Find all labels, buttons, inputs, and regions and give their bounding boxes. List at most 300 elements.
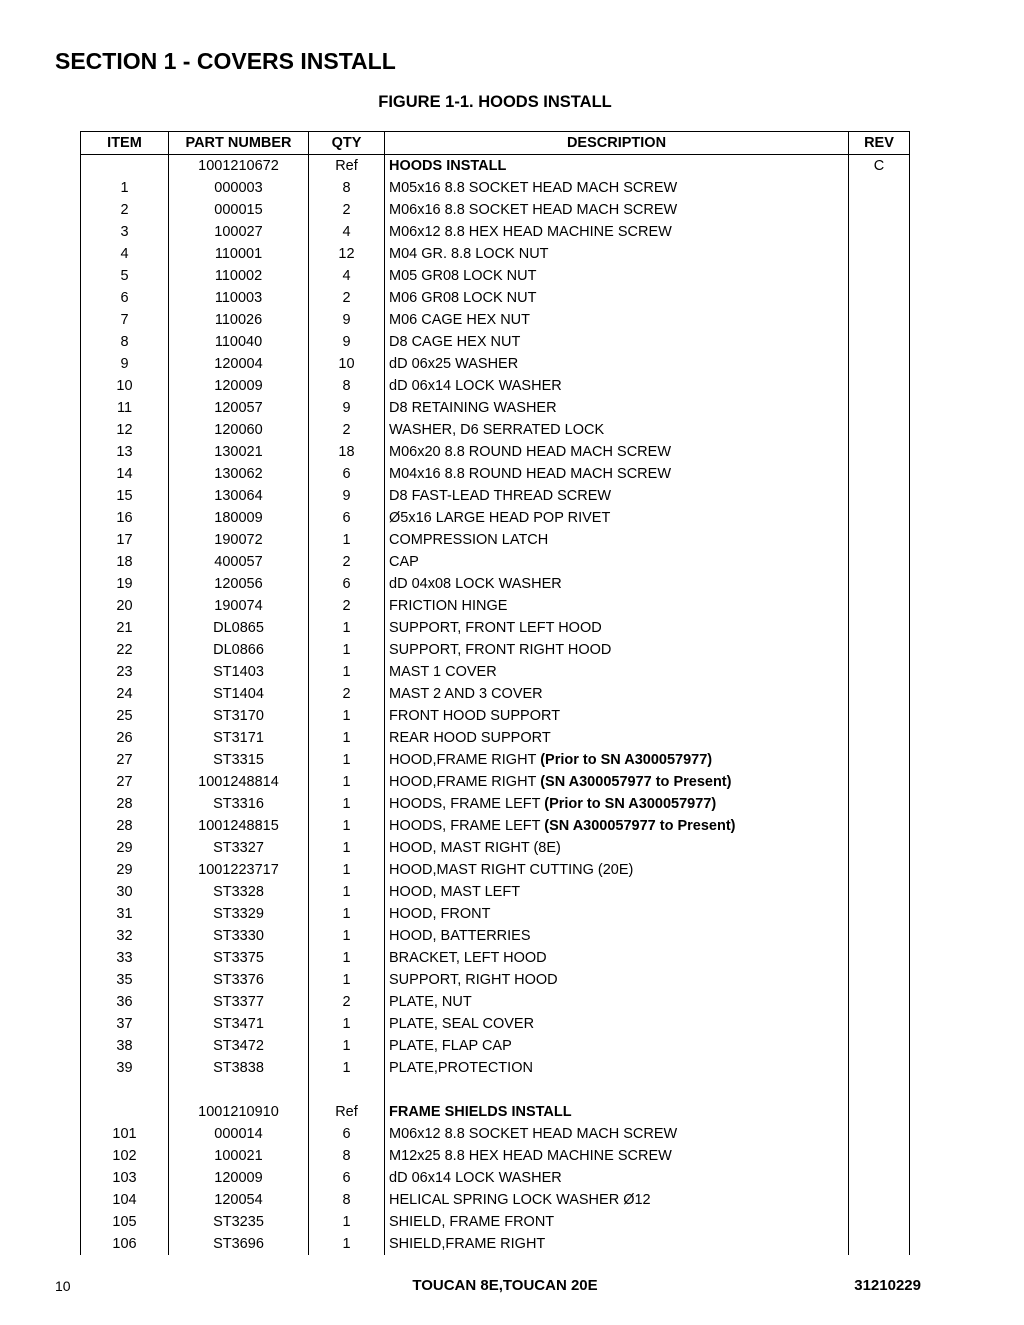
- rev-cell: [849, 485, 910, 507]
- rev-cell: [849, 463, 910, 485]
- description-text: FRICTION HINGE: [389, 598, 508, 614]
- table-row: [81, 441, 910, 463]
- description-text: HELICAL SPRING LOCK WASHER Ø12: [389, 1192, 651, 1208]
- rev-cell: [849, 529, 910, 551]
- description-cell: [385, 595, 849, 617]
- rev-cell: [849, 683, 910, 705]
- qty-cell: 6: [309, 1167, 385, 1189]
- item-cell: 20: [81, 595, 169, 617]
- qty-cell: 2: [309, 991, 385, 1013]
- rev-cell: [849, 617, 910, 639]
- item-cell: 19: [81, 573, 169, 595]
- item-cell: 102: [81, 1145, 169, 1167]
- part-number-cell: ST3316: [169, 793, 309, 815]
- description-text: SHIELD,FRAME RIGHT: [389, 1236, 546, 1252]
- rev-cell: [849, 727, 910, 749]
- table-row: [81, 727, 910, 749]
- part-number-cell: 120054: [169, 1189, 309, 1211]
- table-row: [81, 331, 910, 353]
- part-number-cell: 120056: [169, 573, 309, 595]
- serial-number-note: (SN A300057977 to Present): [544, 818, 736, 834]
- description-cell: [385, 661, 849, 683]
- table-row: [81, 221, 910, 243]
- description-text: dD 04x08 LOCK WASHER: [389, 576, 562, 592]
- description-text: M04x16 8.8 ROUND HEAD MACH SCREW: [389, 466, 671, 482]
- part-number-cell: 180009: [169, 507, 309, 529]
- table-row: [81, 661, 910, 683]
- qty-cell: 8: [309, 177, 385, 199]
- table-row: [81, 353, 910, 375]
- item-cell: 27: [81, 771, 169, 793]
- rev-cell: [849, 595, 910, 617]
- description-text: M06x20 8.8 ROUND HEAD MACH SCREW: [389, 444, 671, 460]
- description-cell: [385, 155, 849, 178]
- qty-cell: 6: [309, 463, 385, 485]
- footer-page-number: 10: [55, 1278, 71, 1294]
- item-cell: 6: [81, 287, 169, 309]
- serial-number-note: (SN A300057977 to Present): [540, 774, 732, 790]
- table-row: [81, 375, 910, 397]
- description-cell: [385, 265, 849, 287]
- part-number-cell: ST3377: [169, 991, 309, 1013]
- description-text: M05x16 8.8 SOCKET HEAD MACH SCREW: [389, 180, 678, 196]
- qty-cell: 8: [309, 1145, 385, 1167]
- description-cell: [385, 947, 849, 969]
- description-cell: [385, 331, 849, 353]
- description-cell: [385, 705, 849, 727]
- description-cell: [385, 815, 849, 837]
- rev-cell: [849, 243, 910, 265]
- item-cell: 7: [81, 309, 169, 331]
- rev-cell: [849, 1101, 910, 1123]
- rev-cell: [849, 287, 910, 309]
- item-cell: 23: [81, 661, 169, 683]
- table-row: [81, 969, 910, 991]
- table-row: [81, 1101, 910, 1123]
- table-row: [81, 903, 910, 925]
- part-number-cell: 120009: [169, 375, 309, 397]
- description-cell: [385, 683, 849, 705]
- rev-cell: [849, 441, 910, 463]
- qty-cell: 1: [309, 947, 385, 969]
- table-row: [81, 309, 910, 331]
- table-row: [81, 705, 910, 727]
- description-cell: [385, 903, 849, 925]
- item-cell: 37: [81, 1013, 169, 1035]
- table-row: [81, 881, 910, 903]
- description-text: D8 CAGE HEX NUT: [389, 334, 521, 350]
- item-cell: 12: [81, 419, 169, 441]
- description-text: Ø5x16 LARGE HEAD POP RIVET: [389, 510, 611, 526]
- qty-cell: 1: [309, 529, 385, 551]
- qty-cell: Ref: [309, 155, 385, 178]
- rev-cell: [849, 573, 910, 595]
- description-text: COMPRESSION LATCH: [389, 532, 549, 548]
- description-text: dD 06x14 LOCK WASHER: [389, 378, 562, 394]
- description-cell: [385, 617, 849, 639]
- qty-cell: 1: [309, 793, 385, 815]
- item-cell: 25: [81, 705, 169, 727]
- description-text: M06 CAGE HEX NUT: [389, 312, 530, 328]
- table-row: [81, 859, 910, 881]
- rev-cell: [849, 375, 910, 397]
- item-cell: [81, 1101, 169, 1123]
- part-number-cell: ST3315: [169, 749, 309, 771]
- item-cell: 31: [81, 903, 169, 925]
- description-cell: [385, 991, 849, 1013]
- part-number-cell: ST3472: [169, 1035, 309, 1057]
- part-number-cell: ST3330: [169, 925, 309, 947]
- item-cell: 105: [81, 1211, 169, 1233]
- rev-cell: [849, 925, 910, 947]
- description-text: HOODS INSTALL: [389, 158, 507, 174]
- description-cell: [385, 551, 849, 573]
- qty-cell: 9: [309, 309, 385, 331]
- description-cell: [385, 1145, 849, 1167]
- table-row: [81, 463, 910, 485]
- description-cell: [385, 441, 849, 463]
- table-row: [81, 265, 910, 287]
- rev-cell: [849, 947, 910, 969]
- qty-cell: 1: [309, 1211, 385, 1233]
- description-text: D8 FAST-LEAD THREAD SCREW: [389, 488, 612, 504]
- description-cell: [385, 375, 849, 397]
- part-number-cell: [169, 1079, 309, 1101]
- description-cell: [385, 749, 849, 771]
- description-text: HOODS, FRAME LEFT: [389, 818, 545, 834]
- description-cell: [385, 177, 849, 199]
- description-text: FRAME SHIELDS INSTALL: [389, 1104, 572, 1120]
- rev-cell: [849, 837, 910, 859]
- item-cell: 29: [81, 859, 169, 881]
- part-number-cell: ST3375: [169, 947, 309, 969]
- item-cell: 35: [81, 969, 169, 991]
- part-number-cell: 110001: [169, 243, 309, 265]
- description-cell: [385, 1123, 849, 1145]
- part-number-cell: 000003: [169, 177, 309, 199]
- table-row: [81, 925, 910, 947]
- table-row: [81, 793, 910, 815]
- item-cell: 101: [81, 1123, 169, 1145]
- table-row: [81, 155, 910, 178]
- part-number-cell: ST3471: [169, 1013, 309, 1035]
- part-number-cell: 130021: [169, 441, 309, 463]
- rev-cell: [849, 991, 910, 1013]
- description-text: REAR HOOD SUPPORT: [389, 730, 551, 746]
- item-cell: 33: [81, 947, 169, 969]
- part-number-cell: 1001248815: [169, 815, 309, 837]
- table-row: [81, 1079, 910, 1101]
- part-number-cell: ST3328: [169, 881, 309, 903]
- description-cell: [385, 573, 849, 595]
- description-text: HOOD,FRAME RIGHT: [389, 774, 541, 790]
- description-cell: [385, 859, 849, 881]
- rev-cell: [849, 199, 910, 221]
- part-number-cell: ST1404: [169, 683, 309, 705]
- item-cell: 17: [81, 529, 169, 551]
- table-row: [81, 595, 910, 617]
- item-cell: 26: [81, 727, 169, 749]
- qty-cell: 9: [309, 397, 385, 419]
- qty-cell: 9: [309, 331, 385, 353]
- table-row: [81, 1013, 910, 1035]
- part-number-cell: 1001210910: [169, 1101, 309, 1123]
- table-row: [81, 287, 910, 309]
- description-cell: [385, 485, 849, 507]
- description-cell: [385, 507, 849, 529]
- description-cell: [385, 793, 849, 815]
- description-text: SUPPORT, FRONT RIGHT HOOD: [389, 642, 612, 658]
- description-text: HOOD,MAST RIGHT CUTTING (20E): [389, 862, 634, 878]
- qty-cell: 2: [309, 419, 385, 441]
- qty-cell: 4: [309, 221, 385, 243]
- description-text: HOOD, MAST RIGHT (8E): [389, 840, 561, 856]
- table-row: [81, 1233, 910, 1255]
- description-text: HOOD,FRAME RIGHT: [389, 752, 541, 768]
- description-text: M06x12 8.8 HEX HEAD MACHINE SCREW: [389, 224, 672, 240]
- description-text: M05 GR08 LOCK NUT: [389, 268, 537, 284]
- part-number-cell: DL0866: [169, 639, 309, 661]
- item-cell: 103: [81, 1167, 169, 1189]
- item-cell: 104: [81, 1189, 169, 1211]
- parts-table: [80, 131, 910, 1255]
- rev-cell: [849, 859, 910, 881]
- description-text: D8 RETAINING WASHER: [389, 400, 557, 416]
- table-row: [81, 243, 910, 265]
- part-number-cell: 100027: [169, 221, 309, 243]
- description-cell: [385, 243, 849, 265]
- table-row: [81, 199, 910, 221]
- description-cell: [385, 925, 849, 947]
- qty-cell: 1: [309, 903, 385, 925]
- qty-cell: 1: [309, 705, 385, 727]
- description-text: BRACKET, LEFT HOOD: [389, 950, 547, 966]
- rev-cell: C: [849, 155, 910, 178]
- table-row: [81, 815, 910, 837]
- qty-cell: 1: [309, 859, 385, 881]
- description-cell: [385, 1101, 849, 1123]
- qty-cell: Ref: [309, 1101, 385, 1123]
- qty-cell: 1: [309, 837, 385, 859]
- description-cell: [385, 1057, 849, 1079]
- rev-cell: [849, 881, 910, 903]
- section-title: SECTION 1 - COVERS INSTALL: [55, 48, 396, 74]
- description-text: dD 06x25 WASHER: [389, 356, 519, 372]
- qty-cell: 1: [309, 1035, 385, 1057]
- description-cell: [385, 1211, 849, 1233]
- column-header-qty: QTY: [309, 132, 385, 155]
- item-cell: 5: [81, 265, 169, 287]
- item-cell: 28: [81, 793, 169, 815]
- part-number-cell: 100021: [169, 1145, 309, 1167]
- item-cell: 21: [81, 617, 169, 639]
- description-text: PLATE,PROTECTION: [389, 1060, 533, 1076]
- rev-cell: [849, 815, 910, 837]
- part-number-cell: ST1403: [169, 661, 309, 683]
- description-text: HOODS, FRAME LEFT: [389, 796, 545, 812]
- table-row: [81, 1189, 910, 1211]
- table-row: [81, 991, 910, 1013]
- rev-cell: [849, 661, 910, 683]
- part-number-cell: 110002: [169, 265, 309, 287]
- part-number-cell: 1001248814: [169, 771, 309, 793]
- table-row: [81, 771, 910, 793]
- item-cell: 9: [81, 353, 169, 375]
- description-text: SUPPORT, RIGHT HOOD: [389, 972, 558, 988]
- rev-cell: [849, 331, 910, 353]
- part-number-cell: 000014: [169, 1123, 309, 1145]
- rev-cell: [849, 705, 910, 727]
- item-cell: [81, 1079, 169, 1101]
- part-number-cell: 130062: [169, 463, 309, 485]
- description-text: M06x12 8.8 SOCKET HEAD MACH SCREW: [389, 1126, 678, 1142]
- description-text: SHIELD, FRAME FRONT: [389, 1214, 555, 1230]
- part-number-cell: 190072: [169, 529, 309, 551]
- description-text: PLATE, SEAL COVER: [389, 1016, 535, 1032]
- part-number-cell: 190074: [169, 595, 309, 617]
- qty-cell: 8: [309, 1189, 385, 1211]
- qty-cell: 1: [309, 661, 385, 683]
- part-number-cell: 120057: [169, 397, 309, 419]
- description-cell: [385, 881, 849, 903]
- description-cell: [385, 1079, 849, 1101]
- table-row: [81, 1123, 910, 1145]
- table-row: [81, 551, 910, 573]
- table-row: [81, 837, 910, 859]
- description-text: dD 06x14 LOCK WASHER: [389, 1170, 562, 1186]
- qty-cell: 1: [309, 925, 385, 947]
- qty-cell: 2: [309, 551, 385, 573]
- qty-cell: 1: [309, 969, 385, 991]
- part-number-cell: 120060: [169, 419, 309, 441]
- description-cell: [385, 287, 849, 309]
- description-text: HOOD, FRONT: [389, 906, 491, 922]
- table-row: [81, 1167, 910, 1189]
- table-row: [81, 397, 910, 419]
- rev-cell: [849, 177, 910, 199]
- rev-cell: [849, 1211, 910, 1233]
- column-header-description: DESCRIPTION: [385, 132, 849, 155]
- qty-cell: 2: [309, 595, 385, 617]
- rev-cell: [849, 1123, 910, 1145]
- description-text: MAST 1 COVER: [389, 664, 497, 680]
- item-cell: 30: [81, 881, 169, 903]
- qty-cell: 6: [309, 573, 385, 595]
- qty-cell: 1: [309, 771, 385, 793]
- description-text: HOOD, BATTERRIES: [389, 928, 531, 944]
- part-number-cell: 400057: [169, 551, 309, 573]
- qty-cell: 6: [309, 507, 385, 529]
- description-cell: [385, 353, 849, 375]
- rev-cell: [849, 309, 910, 331]
- qty-cell: 10: [309, 353, 385, 375]
- description-cell: [385, 1013, 849, 1035]
- table-row: [81, 1035, 910, 1057]
- rev-cell: [849, 771, 910, 793]
- description-text: M04 GR. 8.8 LOCK NUT: [389, 246, 549, 262]
- item-cell: 3: [81, 221, 169, 243]
- table-row: [81, 573, 910, 595]
- qty-cell: 2: [309, 199, 385, 221]
- description-cell: [385, 1233, 849, 1255]
- item-cell: [81, 155, 169, 178]
- qty-cell: 1: [309, 727, 385, 749]
- description-text: PLATE, NUT: [389, 994, 472, 1010]
- qty-cell: 1: [309, 617, 385, 639]
- parts-table-body: [81, 155, 910, 1256]
- description-cell: [385, 969, 849, 991]
- table-row: [81, 1211, 910, 1233]
- part-number-cell: 110003: [169, 287, 309, 309]
- table-row: [81, 485, 910, 507]
- item-cell: 16: [81, 507, 169, 529]
- item-cell: 36: [81, 991, 169, 1013]
- column-header-rev: REV: [849, 132, 910, 155]
- description-text: SUPPORT, FRONT LEFT HOOD: [389, 620, 602, 636]
- table-row: [81, 1057, 910, 1079]
- part-number-cell: 1001223717: [169, 859, 309, 881]
- table-row: [81, 617, 910, 639]
- description-cell: [385, 419, 849, 441]
- item-cell: 24: [81, 683, 169, 705]
- table-row: [81, 749, 910, 771]
- part-number-cell: ST3329: [169, 903, 309, 925]
- table-header-row: [81, 132, 910, 155]
- table-row: [81, 1145, 910, 1167]
- part-number-cell: ST3376: [169, 969, 309, 991]
- table-row: [81, 177, 910, 199]
- table-row: [81, 419, 910, 441]
- item-cell: 14: [81, 463, 169, 485]
- description-cell: [385, 1167, 849, 1189]
- item-cell: 106: [81, 1233, 169, 1255]
- description-cell: [385, 727, 849, 749]
- description-text: M06 GR08 LOCK NUT: [389, 290, 537, 306]
- qty-cell: 1: [309, 881, 385, 903]
- rev-cell: [849, 903, 910, 925]
- part-number-cell: ST3696: [169, 1233, 309, 1255]
- item-cell: 15: [81, 485, 169, 507]
- qty-cell: 2: [309, 287, 385, 309]
- qty-cell: 1: [309, 1013, 385, 1035]
- serial-number-note: (Prior to SN A300057977): [544, 796, 717, 812]
- description-text: WASHER, D6 SERRATED LOCK: [389, 422, 605, 438]
- rev-cell: [849, 1167, 910, 1189]
- item-cell: 10: [81, 375, 169, 397]
- rev-cell: [849, 353, 910, 375]
- qty-cell: 6: [309, 1123, 385, 1145]
- rev-cell: [849, 551, 910, 573]
- rev-cell: [849, 639, 910, 661]
- table-row: [81, 507, 910, 529]
- item-cell: 22: [81, 639, 169, 661]
- rev-cell: [849, 419, 910, 441]
- description-cell: [385, 463, 849, 485]
- description-cell: [385, 639, 849, 661]
- part-number-cell: 000015: [169, 199, 309, 221]
- item-cell: 18: [81, 551, 169, 573]
- description-cell: [385, 199, 849, 221]
- rev-cell: [849, 1035, 910, 1057]
- column-header-item: ITEM: [81, 132, 169, 155]
- description-text: MAST 2 AND 3 COVER: [389, 686, 543, 702]
- table-row: [81, 947, 910, 969]
- item-cell: 28: [81, 815, 169, 837]
- rev-cell: [849, 1013, 910, 1035]
- item-cell: 29: [81, 837, 169, 859]
- part-number-cell: 110026: [169, 309, 309, 331]
- rev-cell: [849, 1189, 910, 1211]
